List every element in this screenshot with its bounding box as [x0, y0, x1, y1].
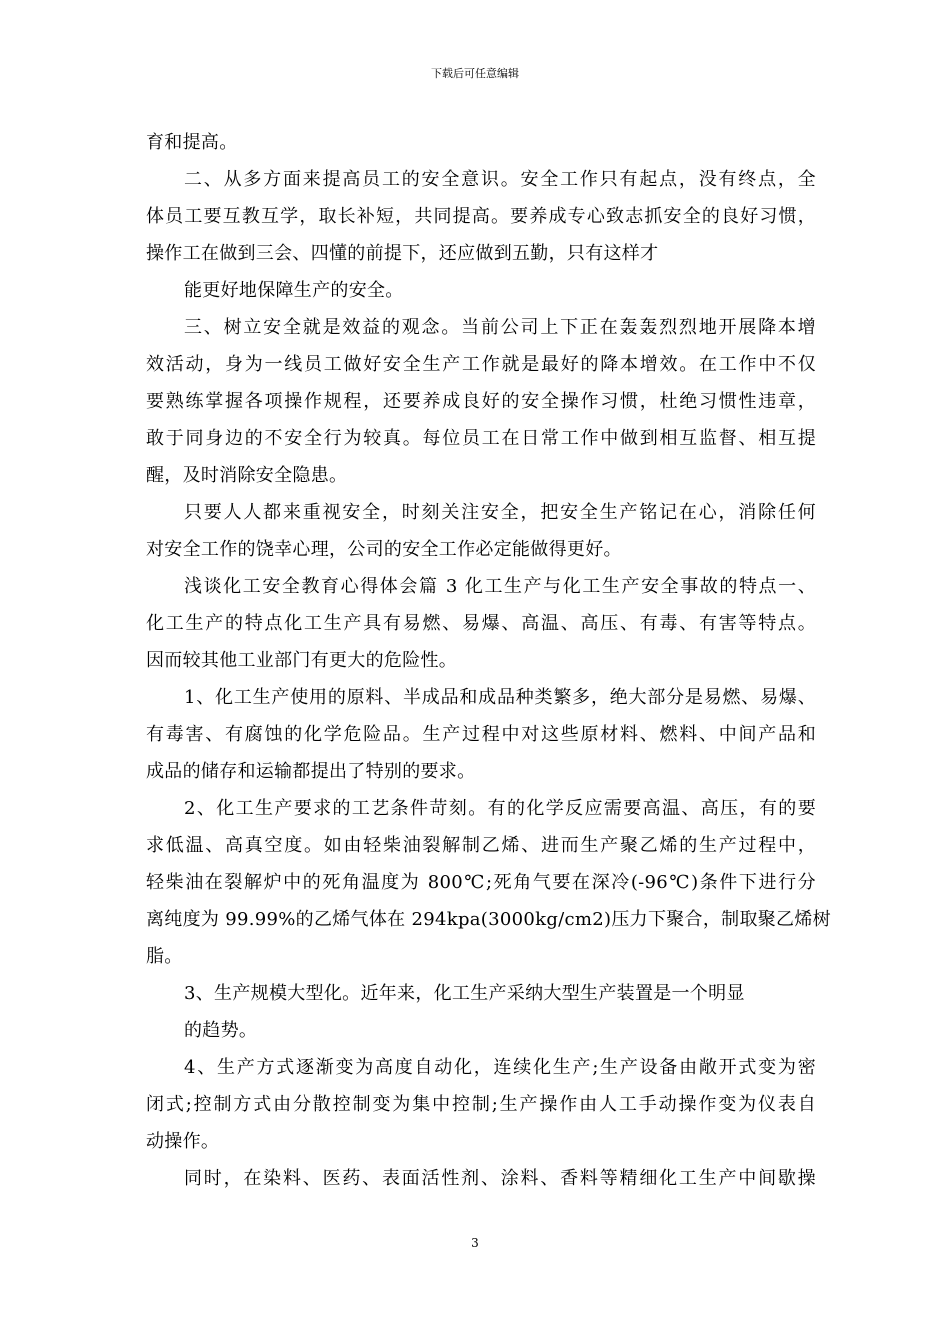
- text-line: 对安全工作的饶幸心理，公司的安全工作必定能做得更好。: [146, 539, 622, 560]
- text-line: 能更好地保障生产的安全。: [184, 280, 404, 301]
- paragraph-first-line: 4、生产方式逐渐变为高度自动化，连续化生产;生产设备由敞开式变为密: [184, 1057, 816, 1078]
- paragraph-first-line: 1、化工生产使用的原料、半成品和成品种类繁多，绝大部分是易燃、易爆、: [184, 687, 816, 708]
- text-line: 闭式;控制方式由分散控制变为集中控制;生产操作由人工手动操作变为仪表自: [146, 1094, 816, 1115]
- text-line: 化工生产的特点化工生产具有易燃、易爆、高温、高压、有毒、有害等特点。: [146, 613, 816, 634]
- text-line: 体员工要互教互学，取长补短，共同提高。要养成专心致志抓安全的良好习惯，: [146, 206, 816, 227]
- text-line: 因而较其他工业部门有更大的危险性。: [146, 650, 458, 671]
- text-line: 操作工在做到三会、四懂的前提下，还应做到五勤，只有这样才: [146, 243, 659, 264]
- text-line: 要熟练掌握各项操作规程，还要养成良好的安全操作习惯，杜绝习惯性违章，: [146, 391, 816, 412]
- text-line: 敢于同身边的不安全行为较真。每位员工在日常工作中做到相互监督、相互提: [146, 428, 816, 449]
- paragraph-first-line: 三、树立安全就是效益的观念。当前公司上下正在轰轰烈烈地开展降本增: [184, 317, 816, 338]
- text-line: 醒，及时消除安全隐患。: [146, 465, 348, 486]
- text-line: 的趋势。: [184, 1020, 258, 1041]
- text-line: 效活动，身为一线员工做好安全生产工作就是最好的降本增效。在工作中不仅: [146, 354, 816, 375]
- text-line: 轻柴油在裂解炉中的死角温度为 800℃;死角气要在深冷(-96℃)条件下进行分: [146, 872, 816, 893]
- paragraph-first-line: 只要人人都来重视安全，时刻关注安全，把安全生产铭记在心，消除任何: [184, 502, 816, 523]
- text-line: 育和提高。: [146, 132, 238, 153]
- page-number: 3: [471, 1236, 479, 1250]
- text-line: 有毒害、有腐蚀的化学危险品。生产过程中对这些原材料、燃料、中间产品和: [146, 724, 816, 745]
- paragraph-first-line: 浅谈化工安全教育心得体会篇 3 化工生产与化工生产安全事故的特点一、: [184, 576, 816, 597]
- paragraph-first-line: 3、生产规模大型化。近年来，化工生产采纳大型生产装置是一个明显: [184, 983, 745, 1004]
- text-line: 脂。: [146, 946, 183, 967]
- paragraph-first-line: 二、从多方面来提高员工的安全意识。安全工作只有起点，没有终点，全: [184, 169, 816, 190]
- text-line: 动操作。: [146, 1131, 220, 1152]
- page-header: 下载后可任意编辑: [431, 67, 519, 80]
- paragraph-first-line: 同时，在染料、医药、表面活性剂、涂料、香料等精细化工生产中间歇操: [184, 1168, 816, 1189]
- document-body: [146, 124, 831, 1197]
- text-line: 求低温、高真空度。如由轻柴油裂解制乙烯、进而生产聚乙烯的生产过程中，: [146, 835, 816, 856]
- text-line: 离纯度为 99.99%的乙烯气体在 294kpa(3000kg/cm2)压力下聚合，制取聚乙烯树: [146, 909, 831, 930]
- paragraph-first-line: 2、化工生产要求的工艺条件苛刻。有的化学反应需要高温、高压，有的要: [184, 798, 816, 819]
- text-line: 成品的储存和运输都提出了特别的要求。: [146, 761, 476, 782]
